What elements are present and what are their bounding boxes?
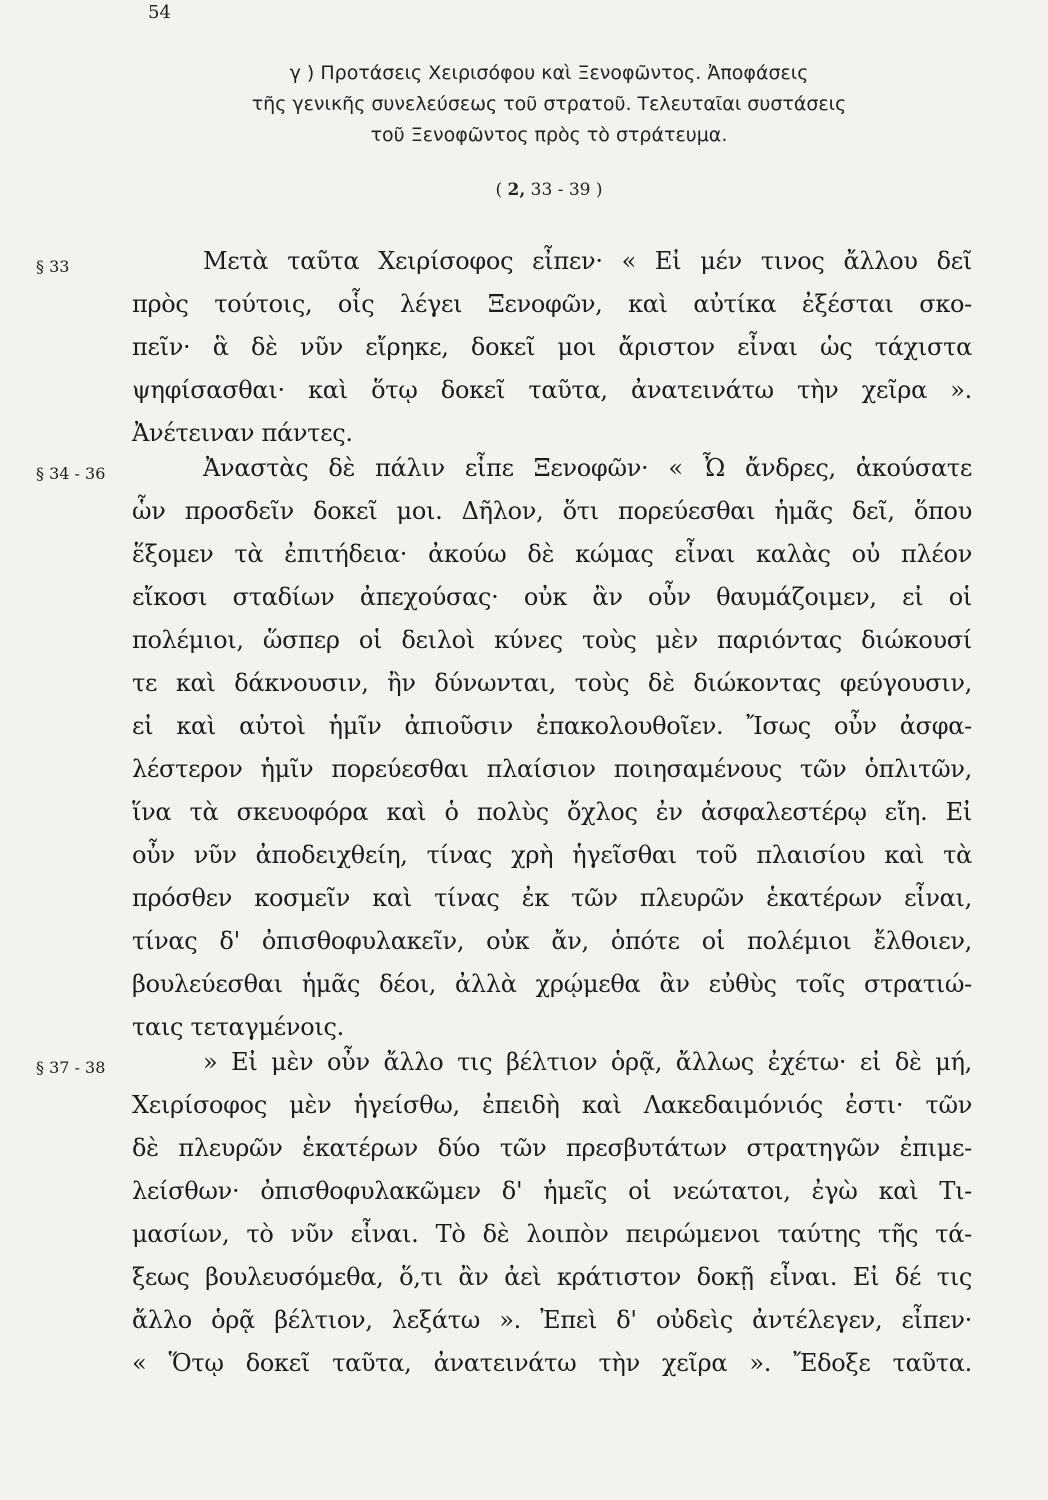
text-line: ἵνα τὰ σκευοφόρα καὶ ὁ πολὺς ὄχλος ἐν ἀσφαλεστέρῳ εἴη. Εἰ: [132, 798, 972, 826]
text-line: Μετὰ ταῦτα Χειρίσοφος εἶπεν· « Εἰ μέν τινος ἄλλου δεῖ: [203, 247, 972, 275]
heading-line: τοῦ Ξενοφῶντος πρὸς τὸ στράτευμα.: [370, 124, 728, 146]
section-marker: § 33: [36, 257, 70, 276]
chapter-heading: [150, 58, 948, 151]
page-number: 54: [148, 2, 171, 23]
text-line: εἰ καὶ αὐτοὶ ἡμῖν ἀπιοῦσιν ἐπακολουθοῖεν. Ἴσως οὖν ἀσφα-: [132, 712, 972, 740]
range-sections: 33 - 39: [530, 180, 591, 200]
text-line: βουλεύεσθαι ἡμᾶς δέοι, ἀλλὰ χρῴμεθα ἂν εὐθὺς τοῖς στρατιώ-: [132, 970, 972, 998]
heading-line: γ ) Προτάσεις Χειρισόφου καὶ Ξενοφῶντος. Ἀποφάσεις: [289, 62, 809, 84]
text-line: πρὸς τούτοις, οἷς λέγει Ξενοφῶν, καὶ αὐτίκα ἐξέσται σκο-: [132, 290, 972, 318]
text-line: Ἀναστὰς δὲ πάλιν εἶπε Ξενοφῶν· « Ὦ ἄνδρες, ἀκούσατε: [203, 454, 972, 482]
text-line: οὖν νῦν ἀποδειχθείη, τίνας χρὴ ἡγεῖσθαι τοῦ πλαισίου καὶ τὰ: [132, 841, 972, 869]
text-line: τε καὶ δάκνουσιν, ἢν δύνωνται, τοὺς δὲ διώκοντας φεύγουσιν,: [132, 669, 972, 697]
text-line: λείσθων· ὀπισθοφυλακῶμεν δ' ἡμεῖς οἱ νεώτατοι, ἐγὼ καὶ Τι-: [132, 1177, 972, 1205]
section-marker: § 34 - 36: [36, 464, 106, 483]
text-line: λέστερον ἡμῖν πορεύεσθαι πλαίσιον ποιησαμένους τῶν ὁπλιτῶν,: [132, 755, 972, 783]
text-line: πρόσθεν κοσμεῖν καὶ τίνας ἐκ τῶν πλευρῶν ἑκατέρων εἶναι,: [132, 884, 972, 912]
section-range: [150, 180, 948, 200]
text-line: ξεως βουλευσόμεθα, ὅ,τι ἂν ἀεὶ κράτιστον δοκῇ εἶναι. Εἰ δέ τις: [132, 1263, 972, 1291]
text-line: ψηφίσασθαι· καὶ ὅτῳ δοκεῖ ταῦτα, ἀνατεινάτω τὴν χεῖρα ».: [132, 376, 972, 404]
text-line: μασίων, τὸ νῦν εἶναι. Τὸ δὲ λοιπὸν πειρώμενοι ταύτης τῆς τά-: [132, 1220, 972, 1248]
text-line: Χειρίσοφος μὲν ἡγείσθω, ἐπειδὴ καὶ Λακεδαιμόνιός ἐστι· τῶν: [132, 1091, 972, 1119]
text-line: Ἀνέτειναν πάντες.: [132, 419, 353, 447]
text-line: ταις τεταγμένοις.: [132, 1013, 344, 1041]
range-close: ): [595, 180, 603, 200]
text-line: ἄλλο ὁρᾷ βέλτιον, λεξάτω ». Ἐπεὶ δ' οὐδεὶς ἀντέλεγεν, εἶπεν·: [132, 1306, 972, 1334]
section-marker: § 37 - 38: [36, 1058, 106, 1077]
text-line: ἕξομεν τὰ ἐπιτήδεια· ἀκούω δὲ κώμας εἶναι καλὰς οὐ πλέον: [132, 540, 972, 568]
text-line: εἴκοσι σταδίων ἀπεχούσας· οὐκ ἂν οὖν θαυμάζοιμεν, εἰ οἱ: [132, 583, 972, 611]
range-open: (: [495, 180, 503, 200]
text-line: » Εἰ μὲν οὖν ἄλλο τις βέλτιον ὁρᾷ, ἄλλως ἐχέτω· εἰ δὲ μή,: [203, 1048, 972, 1076]
text-line: πολέμιοι, ὥσπερ οἱ δειλοὶ κύνες τοὺς μὲν παριόντας διώκουσί: [132, 626, 972, 654]
text-line: ὧν προσδεῖν δοκεῖ μοι. Δῆλον, ὅτι πορεύεσθαι ἡμᾶς δεῖ, ὅπου: [132, 497, 972, 525]
text-line: δὲ πλευρῶν ἑκατέρων δύο τῶν πρεσβυτάτων στρατηγῶν ἐπιμε-: [132, 1134, 972, 1162]
text-line: « Ὅτῳ δοκεῖ ταῦτα, ἀνατεινάτω τὴν χεῖρα ». Ἔδοξε ταῦτα.: [132, 1349, 972, 1377]
text-line: τίνας δ' ὀπισθοφυλακεῖν, οὐκ ἄν, ὁπότε οἱ πολέμιοι ἔλθοιεν,: [132, 927, 972, 955]
text-line: πεῖν· ἃ δὲ νῦν εἴρηκε, δοκεῖ μοι ἄριστον εἶναι ὡς τάχιστα: [132, 333, 972, 361]
range-book: 2,: [507, 180, 526, 200]
heading-line: τῆς γενικῆς συνελεύσεως τοῦ στρατοῦ. Τελευταῖαι συστάσεις: [251, 93, 847, 115]
